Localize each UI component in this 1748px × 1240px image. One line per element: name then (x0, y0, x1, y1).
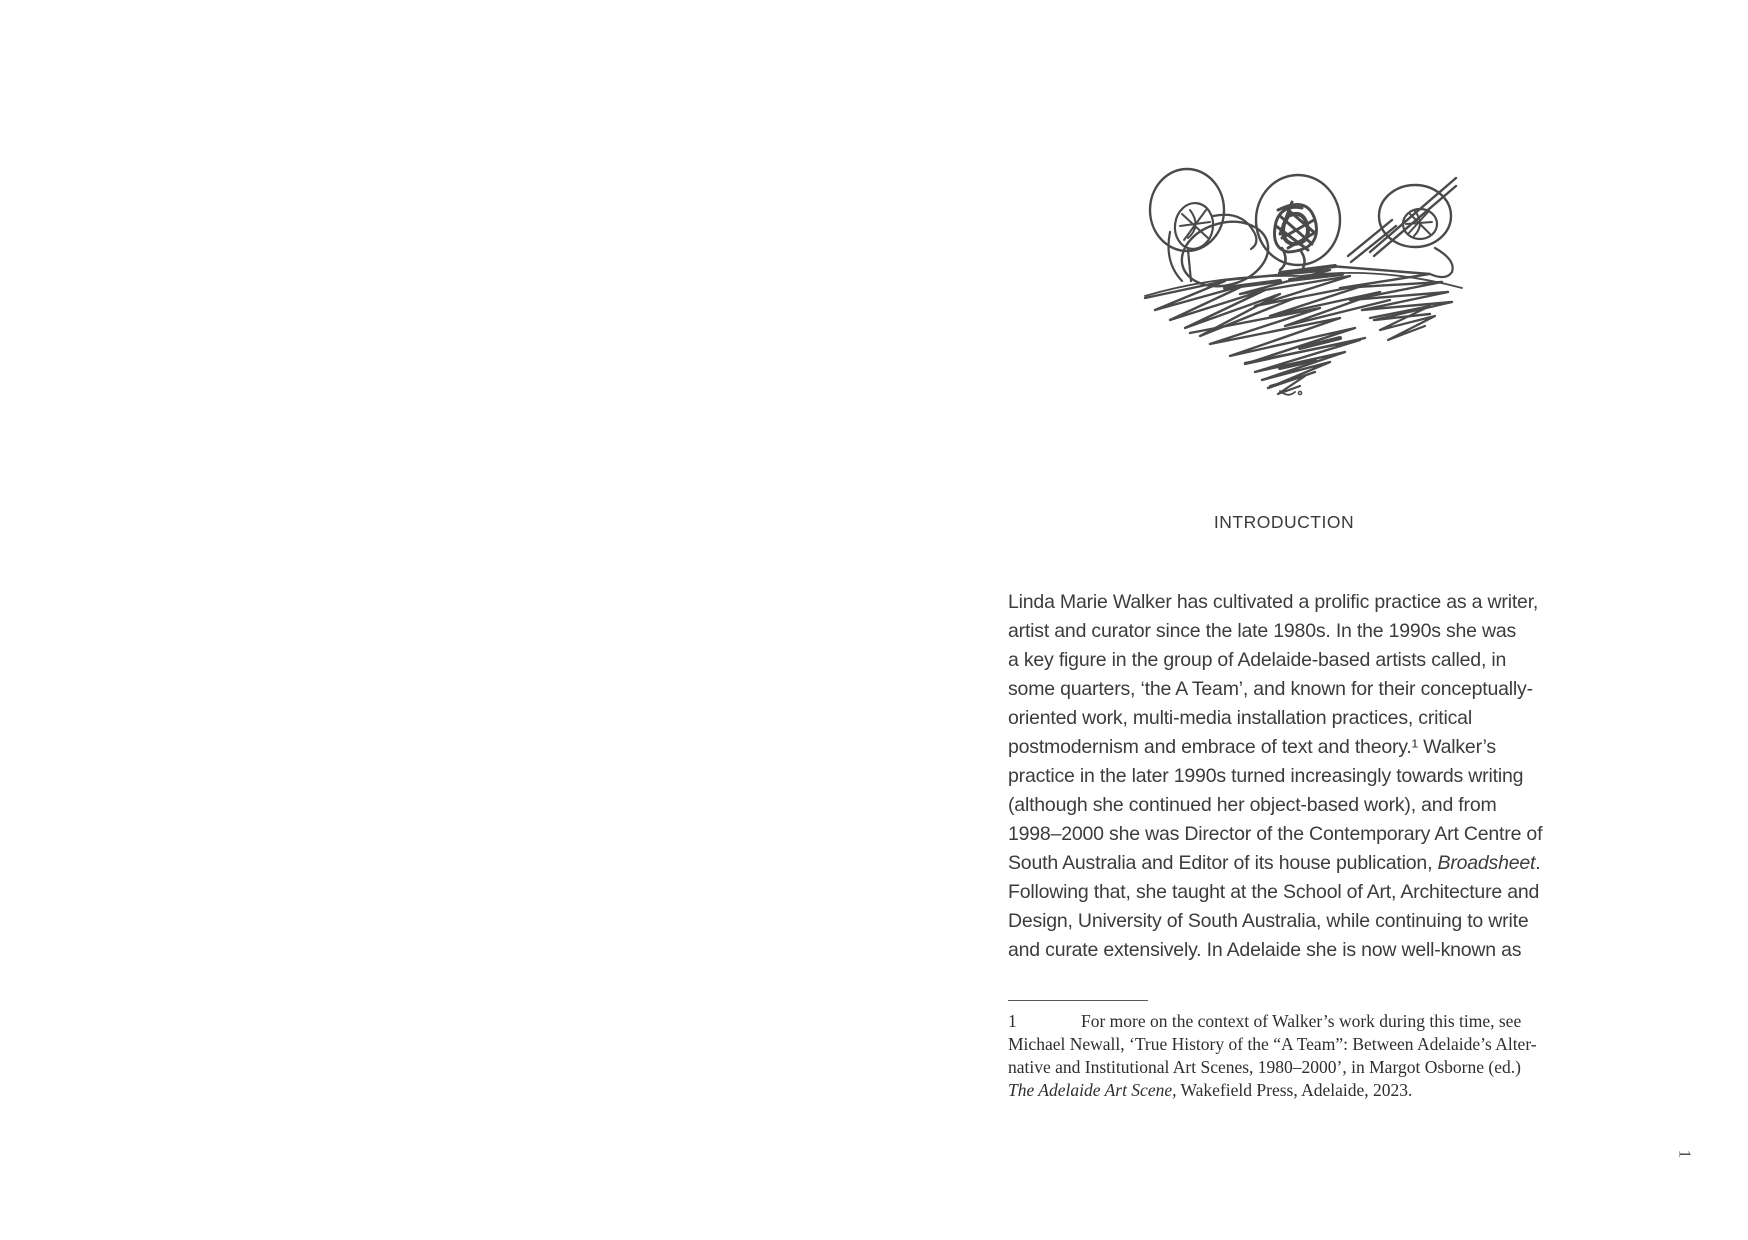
body-line: Linda Marie Walker has cultivated a prolific practice as a writer, (1008, 591, 1539, 613)
footnote-text: For more on the context of Walker’s work during this time, see (1081, 1011, 1522, 1031)
body-line: Following that, she taught at the School of Art, Architecture and (1008, 881, 1540, 903)
body-line: artist and curator since the late 1980s. In the 1990s she was (1008, 620, 1517, 642)
footnote-marker: 1 (1008, 1011, 1017, 1031)
body-line (1008, 849, 1608, 878)
footnote-line: Michael Newall, ‘True History of the “A Team”: Between Adelaide’s Alter- (1008, 1034, 1537, 1054)
footnote-line: native and Institutional Art Scenes, 1980–2000’, in Margot Osborne (ed.) (1008, 1057, 1521, 1077)
footnote-divider (1008, 1000, 1148, 1001)
body-line-text: South Australia and Editor of its house publication, (1008, 852, 1438, 874)
three-heads-scribble-ink-sketch (1130, 148, 1470, 396)
book-title-italic: The Adelaide Art Scene, (1008, 1080, 1177, 1100)
body-line: (although she continued her object-based work), and from (1008, 794, 1497, 816)
body-line: Design, University of South Australia, while continuing to write (1008, 910, 1529, 932)
body-line: 1998–2000 she was Director of the Contemporary Art Centre of (1008, 823, 1543, 845)
footnote-line (1008, 1010, 1608, 1033)
footnote-text: Wakefield Press, Adelaide, 2023. (1176, 1080, 1413, 1100)
body-line-text: . (1535, 852, 1541, 874)
footnote (1008, 1000, 1608, 1102)
body-line: oriented work, multi-media installation practices, critical (1008, 707, 1472, 729)
body-line: some quarters, ‘the A Team’, and known for their conceptually- (1008, 678, 1533, 700)
body-paragraph (1008, 588, 1608, 965)
chapter-heading: INTRODUCTION (1213, 512, 1355, 532)
publication-title-italic: Broadsheet (1437, 852, 1536, 874)
body-line: postmodernism and embrace of text and theory.¹ Walker’s (1008, 736, 1496, 758)
body-line: practice in the later 1990s turned increasingly towards writing (1008, 765, 1524, 787)
body-line: a key figure in the group of Adelaide-based artists called, in (1008, 649, 1507, 671)
page-number: 1 (1675, 1149, 1695, 1159)
body-line: and curate extensively. In Adelaide she is now well-known as (1008, 939, 1522, 961)
footnote-line (1008, 1079, 1608, 1102)
